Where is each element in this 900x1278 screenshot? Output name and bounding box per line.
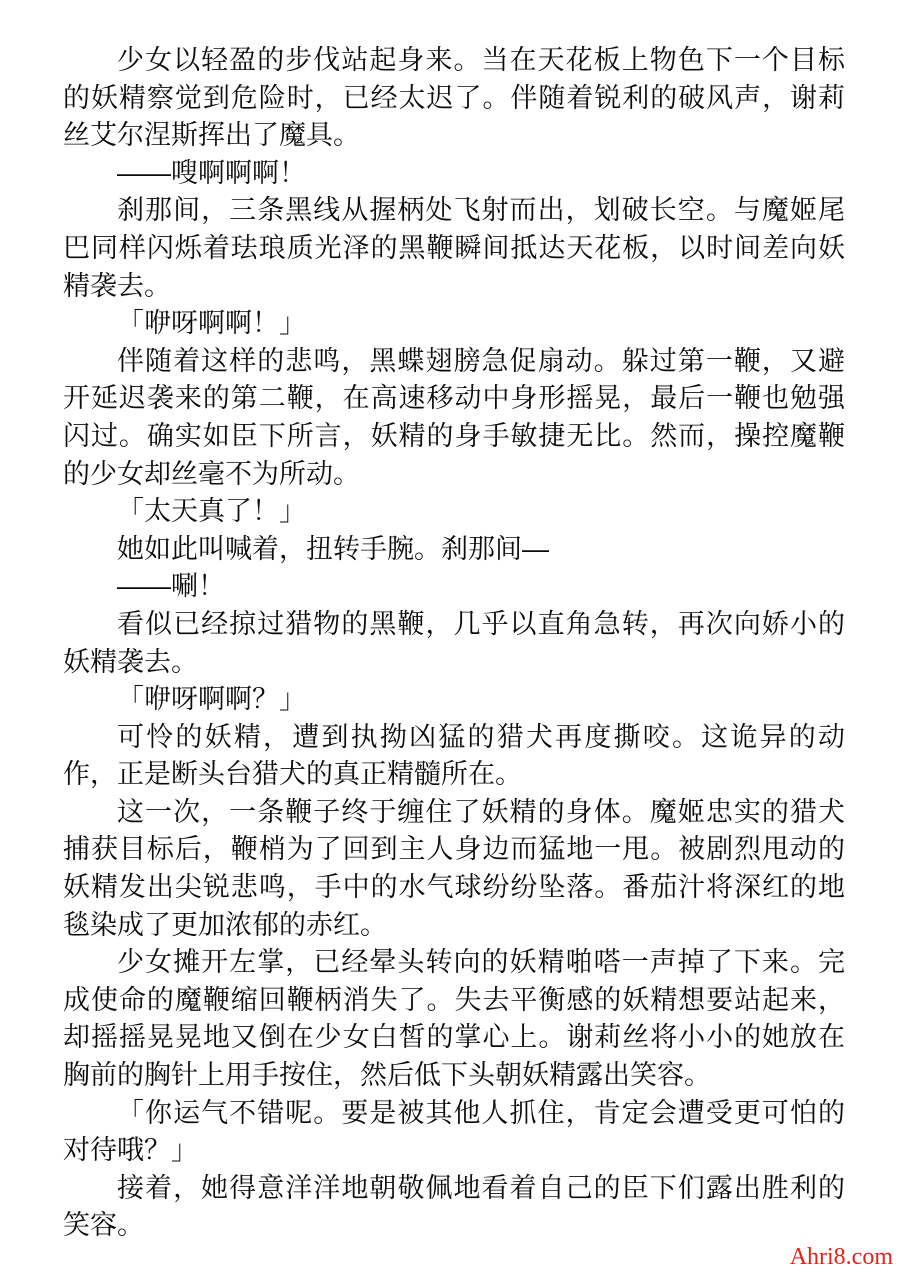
paragraph: 「你运气不错呢。要是被其他人抓住，肯定会遭受更可怕的对待哦？」 (63, 1097, 845, 1166)
paragraph: ——嗖啊啊啊！ (117, 157, 306, 188)
paragraph: ——唰！ (117, 571, 225, 602)
novel-text (63, 42, 845, 1245)
watermark-ahri8: Ahri8.com (789, 1244, 893, 1270)
paragraph: 伴随着这样的悲鸣，黑蝶翅膀急促扇动。躲过第一鞭，又避开延迟袭来的第二鞭，在高速移动中身形摇晃，最后一鞭也勉强闪过。确实如臣下所言，妖精的身手敏捷无比。然而，操控魔鞭的少女却丝毫不为所动。 (63, 345, 845, 489)
paragraph: 刹那间，三条黑线从握柄处飞射而出，划破长空。与魔姬尾巴同样闪烁着珐琅质光泽的黑鞭瞬间抵达天花板，以时间差向妖精袭去。 (63, 195, 845, 301)
paragraph: 这一次，一条鞭子终于缠住了妖精的身体。魔姬忠实的猎犬捕获目标后，鞭梢为了回到主人身边而猛地一甩。被剧烈甩动的妖精发出尖锐悲鸣，手中的水气球纷纷坠落。番茄汁将深红的地毯染成了更加浓郁的赤红。 (63, 796, 845, 940)
paragraph: 可怜的妖精，遭到执拗凶猛的猎犬再度撕咬。这诡异的动作，正是断头台猎犬的真正精髓所在。 (63, 721, 845, 790)
paragraph: 看似已经掠过猎物的黑鞭，几乎以直角急转，再次向娇小的妖精袭去。 (63, 608, 845, 677)
paragraph: 接着，她得意洋洋地朝敬佩地看着自己的臣下们露出胜利的笑容。 (63, 1172, 845, 1241)
paragraph: 少女摊开左掌，已经晕头转向的妖精啪嗒一声掉了下来。完成使命的魔鞭缩回鞭柄消失了。失去平衡感的妖精想要站起来，却摇摇晃晃地又倒在少女白皙的掌心上。谢莉丝将小小的她放在胸前的胸针上用手按住，然后低下头朝妖精露出笑容。 (63, 947, 845, 1091)
paragraph: 「咿呀啊啊！」 (117, 308, 306, 339)
paragraph: 少女以轻盈的步伐站起身来。当在天花板上物色下一个目标的妖精察觉到危险时，已经太迟了。伴随着锐利的破风声，谢莉丝艾尔涅斯挥出了魔具。 (63, 45, 845, 151)
paragraph: 「咿呀啊啊？」 (117, 684, 306, 715)
paragraph: 「太天真了！」 (117, 496, 306, 527)
paragraph: 她如此叫喊着，扭转手腕。刹那间— (117, 533, 549, 564)
